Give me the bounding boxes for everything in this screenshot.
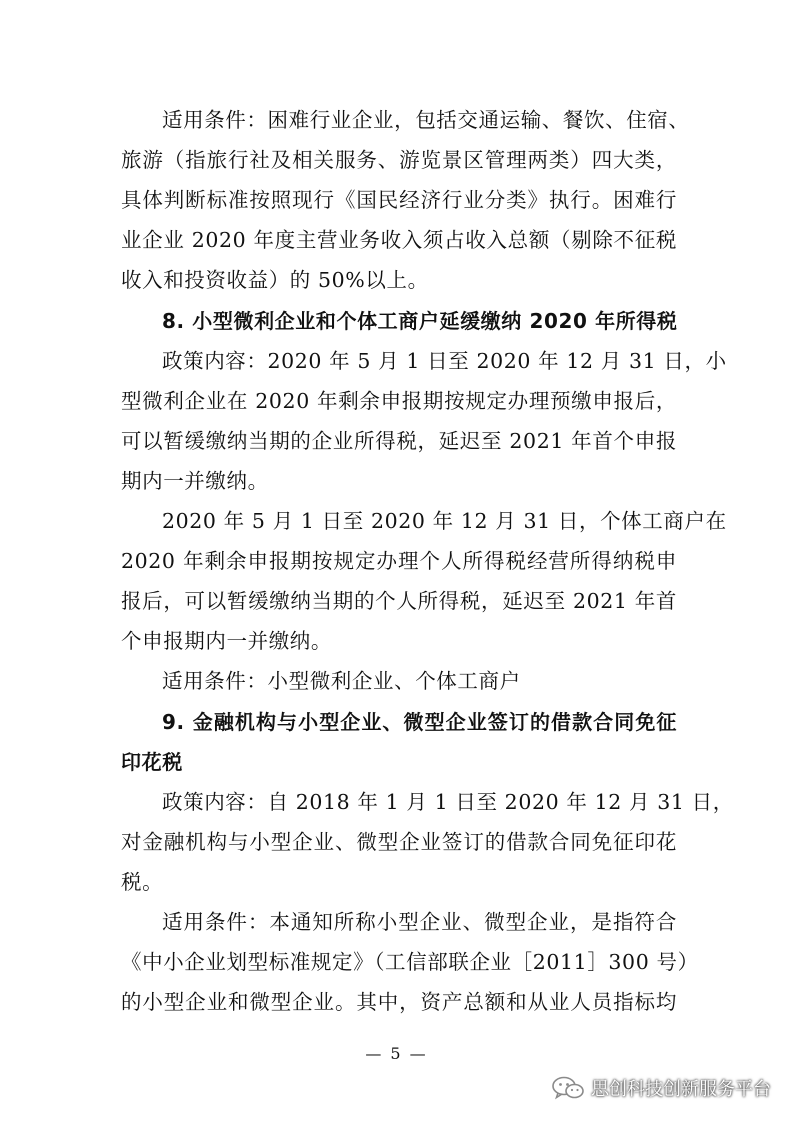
text-line: 的小型企业和微型企业。其中，资产总额和从业人员指标均	[121, 990, 677, 1014]
text-line: 业企业 2020 年度主营业务收入须占收入总额（剔除不征税	[121, 228, 677, 252]
text-line: 对金融机构与小型企业、微型企业签订的借款合同免征印花	[121, 830, 677, 854]
text-line: 适用条件：本通知所称小型企业、微型企业，是指符合	[162, 910, 677, 934]
text-line: 收入和投资收益）的 50%以上。	[121, 268, 429, 292]
section-heading-9: 9. 金融机构与小型企业、微型企业签订的借款合同免征	[162, 710, 677, 734]
text-line: 旅游（指旅行社及相关服务、游览景区管理两类）四大类，	[121, 148, 677, 172]
watermark-text: 思创科技创新服务平台	[591, 1079, 771, 1100]
page-number: — 5 —	[365, 1044, 428, 1063]
text-line: 具体判断标准按照现行《国民经济行业分类》执行。困难行	[121, 188, 677, 212]
text-line: 个申报期内一并缴纳。	[121, 629, 332, 653]
text-line: 2020 年 5 月 1 日至 2020 年 12 月 31 日，个体工商户在	[162, 509, 727, 533]
wechat-icon	[551, 1075, 585, 1101]
watermark	[551, 1072, 771, 1104]
section-heading-9-cont: 印花税	[121, 750, 183, 774]
text-line: 适用条件：困难行业企业，包括交通运输、餐饮、住宿、	[162, 108, 690, 132]
section-heading-8: 8. 小型微利企业和个体工商户延缓缴纳 2020 年所得税	[162, 309, 678, 333]
text-line: 期内一并缴纳。	[121, 469, 269, 493]
text-line: 适用条件：小型微利企业、个体工商户	[162, 669, 521, 693]
text-line: 政策内容：自 2018 年 1 月 1 日至 2020 年 12 月 31 日，	[162, 790, 734, 814]
text-line: 税。	[121, 870, 164, 894]
text-line: 报后，可以暂缓缴纳当期的个人所得税，延迟至 2021 年首	[121, 589, 677, 613]
text-line: 2020 年剩余申报期按规定办理个人所得税经营所得纳税申	[121, 549, 677, 573]
text-line: 型微利企业在 2020 年剩余申报期按规定办理预缴申报后，	[121, 389, 677, 413]
text-line: 可以暂缓缴纳当期的企业所得税，延迟至 2021 年首个申报	[121, 429, 677, 453]
text-line: 《中小企业划型标准规定》（工信部联企业［2011］300 号）	[121, 950, 699, 974]
text-line: 政策内容：2020 年 5 月 1 日至 2020 年 12 月 31 日，小	[162, 349, 727, 373]
